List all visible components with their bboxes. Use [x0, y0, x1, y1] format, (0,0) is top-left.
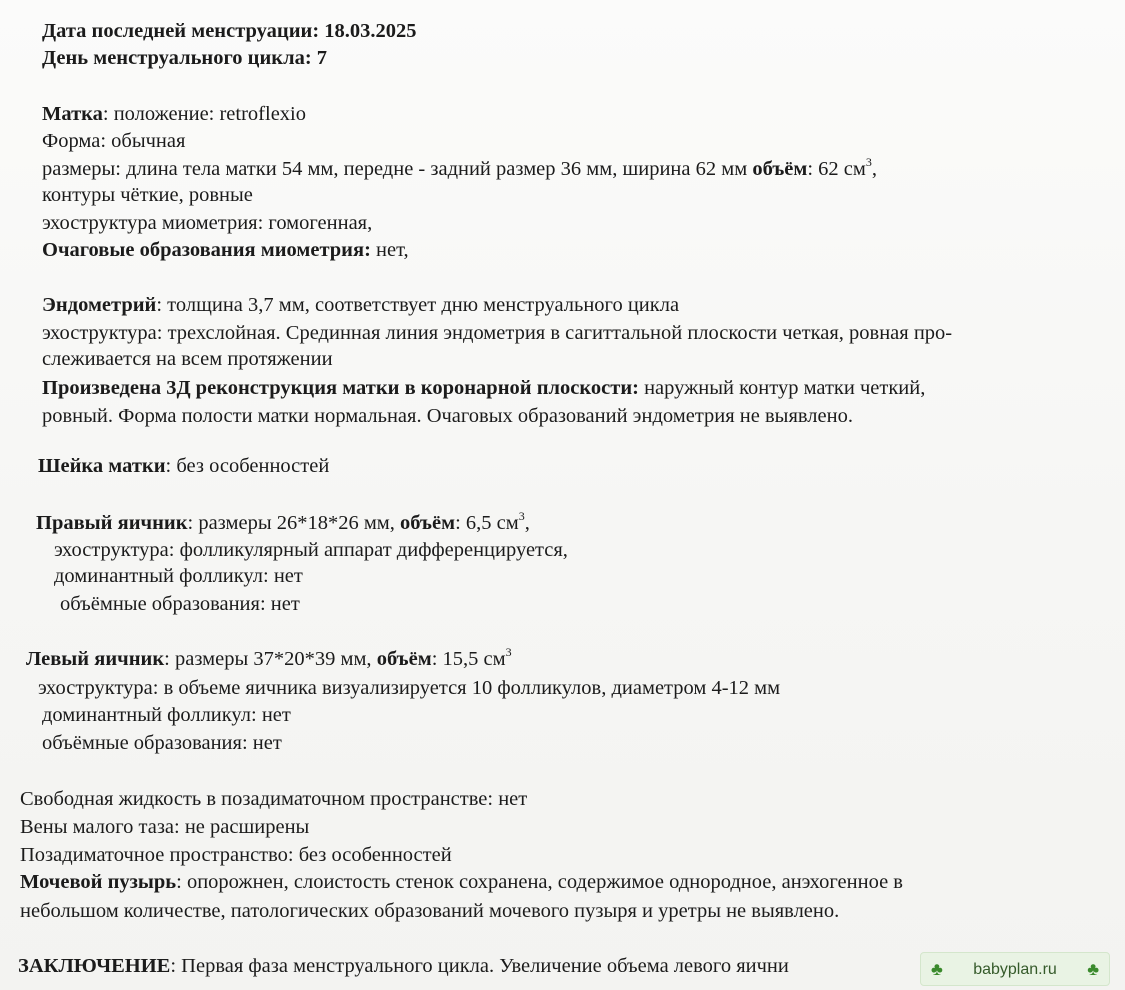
uterus-contours: контуры чёткие, ровные	[42, 184, 253, 206]
uterus-shape: Форма: обычная	[42, 130, 186, 152]
right-ovary-volume-tail: ,	[524, 512, 530, 534]
pelvic-veins: Вены малого таза: не расширены	[20, 816, 310, 838]
cycle-day-label: День менструального цикла:	[42, 47, 312, 69]
endometrium-thickness-line	[42, 292, 679, 319]
uterus-volume-sup: 3	[865, 155, 872, 169]
lmp-line	[42, 18, 417, 45]
bladder-text-2: небольшом количестве, патологических образований мочевого пузыря и уретры не выявлено.	[20, 900, 840, 922]
right-ovary-volume-sup: 3	[518, 509, 525, 523]
uterus-volume-value: : 62 см	[807, 158, 866, 180]
right-ovary-echostructure: эхоструктура: фолликулярный аппарат дифференцируется,	[54, 539, 568, 561]
left-ovary-volume-label: объём	[376, 648, 432, 670]
uterus-sizes: размеры: длина тела матки 54 мм, передне - задний размер 36 мм, ширина 62 мм	[42, 158, 748, 180]
cycle-day-value: 7	[316, 47, 328, 69]
babyplan-watermark	[920, 952, 1110, 986]
cervix-title: Шейка матки	[38, 455, 166, 477]
left-ovary-echostructure: эхоструктура: в объеме яичника визуализируется 10 фолликулов, диаметром 4-12 мм	[38, 677, 781, 699]
myometrium-focal-label: Очаговые образования миометрия:	[42, 239, 371, 261]
clover-icon: ♣	[1087, 959, 1099, 979]
right-ovary-sizes-line	[36, 510, 530, 537]
right-ovary-masses: объёмные образования: нет	[60, 593, 300, 615]
conclusion-label: ЗАКЛЮЧЕНИЕ	[18, 955, 171, 977]
endometrium-title: Эндометрий	[42, 294, 157, 316]
uterus-volume-label: объём	[752, 158, 808, 180]
right-ovary-volume-value: : 6,5 см	[455, 512, 519, 534]
cervix-line	[38, 453, 329, 480]
uterus-sizes-line	[42, 156, 877, 183]
right-ovary-volume-label: объём	[400, 512, 456, 534]
bladder-label: Мочевой пузырь	[20, 871, 177, 893]
reconstruction-line-1	[42, 375, 925, 402]
left-ovary-masses: объёмные образования: нет	[42, 732, 282, 754]
reconstruction-label: Произведена 3Д реконструкция матки в коронарной плоскости:	[42, 377, 639, 399]
myometrium-focal-value: нет,	[370, 239, 409, 261]
myometrium-echostructure: эхоструктура миометрия: гомогенная,	[42, 212, 373, 234]
reconstruction-text-2: ровный. Форма полости матки нормальная. Очаговых образований эндометрия не выявлено.	[42, 405, 853, 427]
conclusion-line	[18, 953, 789, 980]
watermark-text: babyplan.ru	[973, 960, 1057, 978]
reconstruction-text-1: наружный контур матки четкий,	[638, 377, 926, 399]
conclusion-text: : Первая фаза менструального цикла. Увеличение объема левого яични	[170, 955, 789, 977]
free-fluid: Свободная жидкость в позадиматочном пространстве: нет	[20, 788, 528, 810]
uterus-position: : положение: retroflexio	[102, 103, 306, 125]
endometrium-structure-1: эхоструктура: трехслойная. Срединная линия эндометрия в сагиттальной плоскости четкая, ровная про-	[42, 322, 953, 344]
left-ovary-dominant: доминантный фолликул: нет	[42, 704, 291, 726]
cervix-value: : без особенностей	[165, 455, 330, 477]
endometrium-structure-2: слеживается на всем протяжении	[42, 348, 333, 370]
retrouterine-space: Позадиматочное пространство: без особенностей	[20, 844, 452, 866]
right-ovary-dominant: доминантный фолликул: нет	[54, 565, 303, 587]
uterus-position-line	[42, 101, 306, 128]
cycle-day-line	[42, 45, 327, 72]
uterus-volume-tail: ,	[871, 158, 877, 180]
left-ovary-sizes: : размеры 37*20*39 мм,	[164, 648, 377, 670]
left-ovary-title: Левый яичник	[26, 648, 165, 670]
left-ovary-volume-value: : 15,5 см	[431, 648, 506, 670]
bladder-text-1: : опорожнен, слоистость стенок сохранена, содержимое однородное, анэхогенное в	[176, 871, 903, 893]
left-ovary-sizes-line	[26, 646, 512, 673]
bladder-line-1	[20, 869, 903, 896]
endometrium-thickness: : толщина 3,7 мм, соответствует дню менструального цикла	[156, 294, 680, 316]
right-ovary-title: Правый яичник	[36, 512, 188, 534]
right-ovary-sizes: : размеры 26*18*26 мм,	[187, 512, 401, 534]
lmp-date: 18.03.2025	[324, 20, 417, 42]
left-ovary-volume-sup: 3	[505, 645, 512, 659]
clover-icon: ♣	[931, 959, 943, 979]
myometrium-focal-line	[42, 237, 409, 264]
lmp-label: Дата последней менструации:	[42, 20, 320, 42]
uterus-title: Матка	[42, 103, 103, 125]
